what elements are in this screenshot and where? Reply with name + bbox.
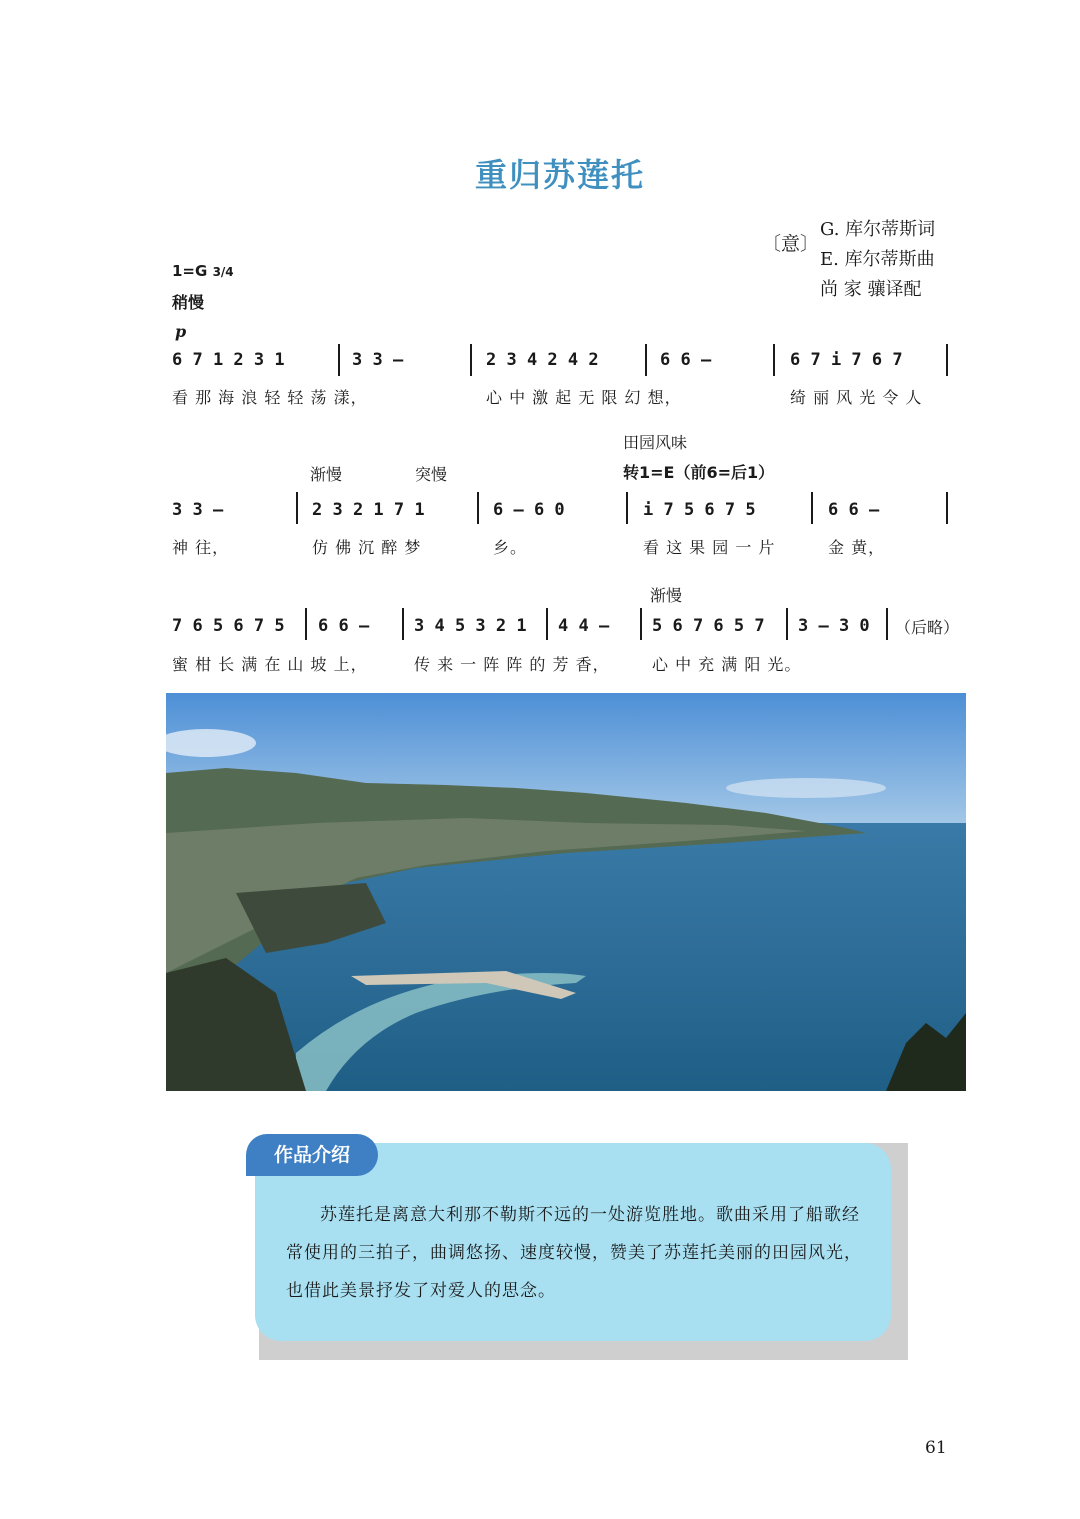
measure-3-3: 3 4 5 3 2 1 xyxy=(414,616,527,636)
time-signature: 3/4 xyxy=(212,265,234,279)
composer: E. 库尔蒂斯曲 xyxy=(820,249,935,270)
measure-1-3: 2 3 4 2 4 2 xyxy=(486,350,599,370)
lyrics-1-1: 看 那 海 浪 轻 轻 荡 漾， xyxy=(172,388,368,407)
lyricist: G. 库尔蒂斯词 xyxy=(820,219,936,240)
lyrics-3-3: 心 中 充 满 阳 光。 xyxy=(652,655,802,674)
dynamic-marking: p xyxy=(175,322,187,341)
page-number: 61 xyxy=(925,1438,947,1458)
barline xyxy=(305,608,307,640)
tempo-marking: 稍慢 xyxy=(172,293,205,312)
sudden-rit-marking: 突慢 xyxy=(415,465,448,484)
song-title: 重归苏莲托 xyxy=(474,156,645,194)
style-marking: 田园风味 xyxy=(623,433,688,452)
lyrics-2-1: 神 往， xyxy=(172,538,230,557)
measure-3-4: 4 4 – xyxy=(558,616,610,636)
lyrics-3-1: 蜜 柑 长 满 在 山 坡 上， xyxy=(172,655,368,674)
intro-tag: 作品介绍 xyxy=(246,1134,378,1176)
barline xyxy=(946,344,948,376)
measure-2-5: 6 6 – xyxy=(828,500,880,520)
barline xyxy=(296,492,298,524)
barline xyxy=(773,344,775,376)
barline xyxy=(886,608,888,640)
barline xyxy=(338,344,340,376)
measure-2-2: 2 3 2 1 7 1 xyxy=(312,500,425,520)
rit-marking-2: 渐慢 xyxy=(650,586,683,605)
measure-3-2: 6 6 – xyxy=(318,616,370,636)
measure-1-1: 6 7 1 2 3 1 xyxy=(172,350,285,370)
barline xyxy=(470,344,472,376)
barline xyxy=(546,608,548,640)
measure-2-4: i 7 5 6 7 5 xyxy=(643,500,756,520)
lyrics-1-2: 心 中 激 起 无 限 幻 想， xyxy=(486,388,682,407)
sorrento-photo xyxy=(166,693,966,1091)
barline xyxy=(811,492,813,524)
measure-3-5: 5 6 7 6 5 7 xyxy=(652,616,765,636)
barline xyxy=(946,492,948,524)
measure-2-3: 6 – 6 0 xyxy=(493,500,565,520)
measure-1-5: 6 7 i 7 6 7 xyxy=(790,350,903,370)
barline xyxy=(402,608,404,640)
intro-text: 苏莲托是离意大利那不勒斯不远的一处游览胜地。歌曲采用了船歌经常使用的三拍子，曲调悠扬、速度较慢，赞美了苏莲托美丽的田园风光，也借此美景抒发了对爱人的思念。 xyxy=(286,1205,862,1301)
barline xyxy=(786,608,788,640)
measure-3-1: 7 6 5 6 7 5 xyxy=(172,616,285,636)
barline xyxy=(640,608,642,640)
barline xyxy=(645,344,647,376)
omitted-note: （后略） xyxy=(895,618,960,637)
lyrics-2-4: 看 这 果 园 一 片 xyxy=(643,538,776,557)
modulation-marking: 转1=E（前6=后1） xyxy=(623,463,775,482)
origin-label: 〔意〕 xyxy=(762,233,820,255)
lyrics-3-2: 传 来 一 阵 阵 的 芳 香， xyxy=(414,655,610,674)
rit-marking: 渐慢 xyxy=(310,465,343,484)
translator: 尚 家 骧译配 xyxy=(820,279,922,300)
barline xyxy=(477,492,479,524)
measure-1-2: 3 3 – xyxy=(352,350,404,370)
lyrics-1-3: 绮 丽 风 光 令 人 xyxy=(790,388,923,407)
lyrics-2-3: 乡。 xyxy=(493,538,528,557)
measure-2-1: 3 3 – xyxy=(172,500,224,520)
measure-3-6: 3 – 3 0 xyxy=(798,616,870,636)
barline xyxy=(626,492,628,524)
lyrics-2-5: 金 黄， xyxy=(828,538,886,557)
lyrics-2-2: 仿 佛 沉 醉 梦 xyxy=(312,538,422,557)
key-signature: 1=G 3/4 xyxy=(172,262,234,280)
measure-1-4: 6 6 – xyxy=(660,350,712,370)
